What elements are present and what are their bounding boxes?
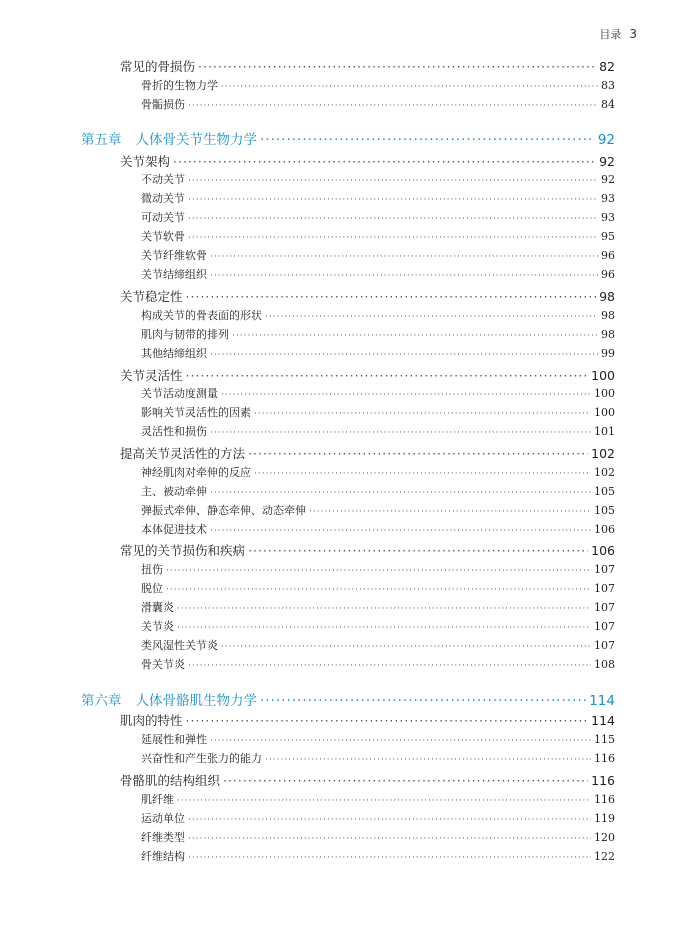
toc-entry — [120, 541, 615, 559]
chapter-label — [81, 689, 257, 709]
entry-title: 脱位 — [141, 582, 163, 595]
entry-page-number: 106 — [594, 523, 615, 536]
toc-entry — [141, 580, 615, 596]
entry-page-number: 92 — [601, 173, 615, 186]
dot-leader — [188, 233, 598, 243]
entry-page-number: 96 — [601, 249, 615, 262]
toc-entry — [141, 483, 615, 499]
entry-page-number: 107 — [594, 582, 615, 595]
entry-page-number: 108 — [594, 658, 615, 671]
entry-page-number: 98 — [601, 309, 615, 322]
running-head-label: 目录 — [599, 28, 622, 41]
toc-entry — [141, 345, 615, 361]
toc-entry — [141, 791, 615, 807]
dot-leader — [309, 507, 591, 517]
dot-leader — [177, 623, 591, 633]
toc-entry — [141, 404, 615, 420]
entry-title: 其他结缔组织 — [141, 347, 207, 360]
entry-title: 骨关节炎 — [141, 658, 185, 671]
entry-title: 本体促进技术 — [141, 523, 207, 536]
dot-leader — [210, 736, 591, 746]
chapter-number: 第五章 — [81, 132, 122, 148]
entry-title: 关节稳定性 — [120, 289, 183, 304]
toc-entry — [141, 599, 615, 615]
entry-title: 运动单位 — [141, 812, 185, 825]
entry-page-number: 93 — [601, 211, 615, 224]
entry-title: 不动关节 — [141, 173, 185, 186]
entry-title: 灵活性和损伤 — [141, 425, 207, 438]
entry-page-number: 100 — [594, 387, 615, 400]
entry-title: 可动关节 — [141, 211, 185, 224]
dot-leader — [221, 390, 591, 400]
toc-entry — [141, 190, 615, 206]
entry-page-number: 95 — [601, 230, 615, 243]
toc-chapter-entry — [81, 689, 615, 709]
toc-entry — [120, 771, 615, 789]
entry-title: 主、被动牵伸 — [141, 485, 207, 498]
entry-title: 弹振式牵伸、静态牵伸、动态牵伸 — [141, 504, 306, 517]
toc-entry — [120, 711, 615, 729]
entry-page-number: 122 — [594, 850, 615, 863]
dot-leader — [210, 526, 591, 536]
running-head — [599, 26, 637, 42]
toc-entry — [141, 656, 615, 672]
entry-title: 构成关节的骨表面的形状 — [141, 309, 262, 322]
entry-page-number: 107 — [594, 563, 615, 576]
toc-entry — [120, 287, 615, 305]
toc-entry — [141, 266, 615, 282]
dot-leader — [248, 446, 588, 461]
dot-leader — [188, 834, 591, 844]
toc-entry — [120, 366, 615, 384]
entry-title: 关节纤维软骨 — [141, 249, 207, 262]
toc-entry — [141, 561, 615, 577]
entry-title: 纤维结构 — [141, 850, 185, 863]
toc-entry — [141, 96, 615, 112]
entry-page-number: 96 — [601, 268, 615, 281]
entry-title: 常见的骨损伤 — [120, 59, 196, 74]
toc-entry — [120, 444, 615, 462]
entry-title: 纤维类型 — [141, 831, 185, 844]
entry-page-number: 102 — [594, 466, 615, 479]
entry-title: 骨骼肌的结构组织 — [120, 773, 221, 788]
entry-title: 骨折的生物力学 — [141, 79, 218, 92]
dot-leader — [254, 469, 591, 479]
dot-leader — [198, 59, 596, 74]
toc-entry — [141, 848, 615, 864]
entry-title: 常见的关节损伤和疾病 — [120, 543, 246, 558]
entry-page-number: 116 — [594, 752, 615, 765]
entry-title: 类风湿性关节炎 — [141, 639, 218, 652]
dot-leader — [210, 488, 591, 498]
dot-leader — [188, 815, 591, 825]
toc-entry — [141, 171, 615, 187]
entry-page-number: 92 — [597, 132, 615, 148]
entry-page-number: 107 — [594, 601, 615, 614]
entry-page-number: 82 — [599, 59, 615, 74]
entry-page-number: 93 — [601, 192, 615, 205]
dot-leader — [265, 312, 598, 322]
entry-page-number: 83 — [601, 79, 615, 92]
dot-leader — [188, 176, 598, 186]
dot-leader — [248, 543, 588, 558]
toc-entry — [120, 152, 615, 170]
dot-leader — [186, 713, 589, 728]
chapter-title: 人体骨骼肌生物力学 — [135, 693, 257, 709]
entry-page-number: 114 — [589, 693, 615, 709]
dot-leader — [221, 82, 598, 92]
chapter-title: 人体骨关节生物力学 — [135, 132, 257, 148]
chapter-label — [81, 128, 257, 148]
page-number: 3 — [629, 27, 637, 41]
toc-entry — [141, 521, 615, 537]
entry-page-number: 84 — [601, 98, 615, 111]
dot-leader — [166, 566, 591, 576]
dot-leader — [210, 271, 598, 281]
dot-leader — [188, 195, 598, 205]
toc-entry — [141, 731, 615, 747]
dot-leader — [210, 350, 598, 360]
entry-page-number: 92 — [599, 154, 615, 169]
dot-leader — [210, 252, 598, 262]
dot-leader — [188, 101, 598, 111]
toc-entry — [141, 464, 615, 480]
dot-leader — [177, 796, 591, 806]
entry-page-number: 105 — [594, 504, 615, 517]
toc-entry — [141, 829, 615, 845]
dot-leader — [188, 214, 598, 224]
entry-page-number: 100 — [594, 406, 615, 419]
dot-leader — [223, 773, 588, 788]
dot-leader — [254, 409, 591, 419]
toc-entry — [141, 810, 615, 826]
toc-entry — [141, 209, 615, 225]
entry-page-number: 114 — [591, 713, 615, 728]
entry-title: 影响关节灵活性的因素 — [141, 406, 251, 419]
toc-entry — [141, 247, 615, 263]
toc-entry — [141, 385, 615, 401]
entry-title: 神经肌肉对牵伸的反应 — [141, 466, 251, 479]
dot-leader — [186, 368, 589, 383]
toc-entry — [141, 618, 615, 634]
dot-leader — [177, 604, 591, 614]
dot-leader — [232, 331, 598, 341]
entry-page-number: 98 — [601, 328, 615, 341]
toc-entry — [141, 307, 615, 323]
toc-entry — [141, 637, 615, 653]
entry-page-number: 120 — [594, 831, 615, 844]
toc-entry — [141, 228, 615, 244]
entry-page-number: 119 — [594, 812, 615, 825]
dot-leader — [188, 853, 591, 863]
entry-title: 兴奋性和产生张力的能力 — [141, 752, 262, 765]
toc-entry — [141, 750, 615, 766]
entry-page-number: 105 — [594, 485, 615, 498]
dot-leader — [260, 132, 595, 148]
entry-title: 关节炎 — [141, 620, 174, 633]
entry-title: 关节活动度测量 — [141, 387, 218, 400]
entry-page-number: 107 — [594, 620, 615, 633]
entry-title: 扭伤 — [141, 563, 163, 576]
entry-title: 滑囊炎 — [141, 601, 174, 614]
dot-leader — [265, 755, 591, 765]
entry-title: 提高关节灵活性的方法 — [120, 446, 246, 461]
entry-page-number: 116 — [594, 793, 615, 806]
entry-title: 肌肉与韧带的排列 — [141, 328, 229, 341]
toc-entry — [120, 57, 615, 75]
dot-leader — [260, 693, 586, 709]
entry-page-number: 106 — [591, 543, 615, 558]
toc-entry — [141, 423, 615, 439]
entry-page-number: 99 — [601, 347, 615, 360]
entry-page-number: 102 — [591, 446, 615, 461]
dot-leader — [188, 661, 591, 671]
toc-entry — [141, 77, 615, 93]
entry-title: 延展性和弹性 — [141, 733, 207, 746]
chapter-number: 第六章 — [81, 693, 122, 709]
entry-page-number: 98 — [599, 289, 615, 304]
dot-leader — [166, 585, 591, 595]
entry-title: 微动关节 — [141, 192, 185, 205]
toc-entry — [141, 502, 615, 518]
entry-page-number: 116 — [591, 773, 615, 788]
entry-title: 关节结缔组织 — [141, 268, 207, 281]
dot-leader — [210, 428, 591, 438]
entry-title: 肌纤维 — [141, 793, 174, 806]
entry-title: 骨骺损伤 — [141, 98, 185, 111]
toc-entry — [141, 326, 615, 342]
entry-page-number: 101 — [594, 425, 615, 438]
dot-leader — [221, 642, 591, 652]
entry-title: 关节灵活性 — [120, 368, 183, 383]
entry-page-number: 115 — [594, 733, 615, 746]
dot-leader — [186, 289, 597, 304]
entry-page-number: 107 — [594, 639, 615, 652]
entry-title: 关节软骨 — [141, 230, 185, 243]
entry-page-number: 100 — [591, 368, 615, 383]
toc-chapter-entry — [81, 128, 615, 148]
dot-leader — [173, 154, 596, 169]
entry-title: 关节架构 — [120, 154, 171, 169]
entry-title: 肌肉的特性 — [120, 713, 183, 728]
